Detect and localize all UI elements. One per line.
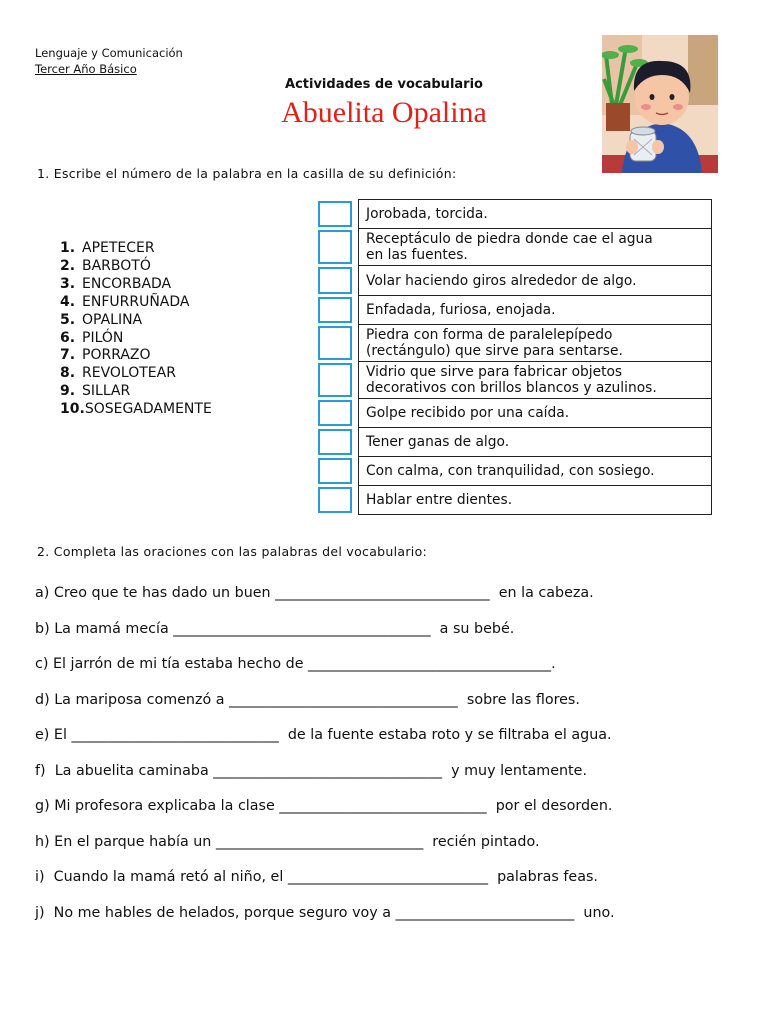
definition-cell bbox=[359, 428, 712, 457]
definition-text: (rectángulo) que sirve para sentarse. bbox=[366, 343, 623, 359]
definition-text: Golpe recibido por una caída. bbox=[366, 405, 570, 421]
vocabulary-word: PILÓN bbox=[82, 329, 124, 346]
definition-cell bbox=[359, 200, 712, 229]
definition-cell bbox=[359, 457, 712, 486]
fill-in-sentence: h) En el parque había un _____________________________ recién pintado. bbox=[35, 833, 540, 850]
definitions-table bbox=[358, 199, 712, 515]
definition-cell bbox=[359, 296, 712, 325]
definition-cell bbox=[359, 486, 712, 515]
fill-in-sentence: b) La mamá mecía ____________________________________ a su bebé. bbox=[35, 620, 515, 637]
vocabulary-number: 5. bbox=[60, 311, 76, 328]
header-info bbox=[35, 45, 183, 77]
definition-row bbox=[359, 457, 712, 486]
definition-cell bbox=[359, 229, 712, 266]
answer-box[interactable] bbox=[318, 487, 352, 513]
answer-box[interactable] bbox=[318, 326, 352, 360]
vocabulary-item bbox=[60, 347, 212, 365]
worksheet-title: Abuelita Opalina bbox=[281, 96, 487, 129]
answer-box[interactable] bbox=[318, 297, 352, 323]
vocabulary-word: REVOLOTEAR bbox=[82, 365, 176, 382]
vocabulary-number: 4. bbox=[60, 293, 76, 310]
worksheet-subtitle: Actividades de vocabulario bbox=[285, 77, 483, 92]
definition-text: Jorobada, torcida. bbox=[366, 206, 488, 222]
definition-row bbox=[359, 486, 712, 515]
definition-row bbox=[359, 428, 712, 457]
child-holding-jar-illustration bbox=[602, 35, 718, 173]
answer-box[interactable] bbox=[318, 363, 352, 397]
definition-text: Vidrio que sirve para fabricar objetos bbox=[366, 364, 623, 380]
definition-cell bbox=[359, 266, 712, 296]
definition-cell bbox=[359, 362, 712, 399]
course-label: Tercer Año Básico bbox=[35, 62, 137, 76]
vocabulary-number: 2. bbox=[60, 257, 76, 274]
vocabulary-word: ENCORBADA bbox=[82, 275, 172, 292]
answer-box[interactable] bbox=[318, 201, 352, 227]
vocabulary-list bbox=[60, 240, 212, 419]
vocabulary-number: 7. bbox=[60, 347, 76, 364]
vocabulary-item bbox=[60, 240, 212, 258]
vocabulary-number: 1. bbox=[60, 240, 76, 256]
vocabulary-word: PORRAZO bbox=[82, 347, 151, 364]
definition-text: en las fuentes. bbox=[366, 247, 468, 263]
answer-box[interactable] bbox=[318, 458, 352, 484]
vocabulary-word: ENFURRUÑADA bbox=[82, 293, 190, 310]
vocabulary-item bbox=[60, 401, 212, 419]
definition-cell bbox=[359, 399, 712, 428]
vocabulary-word: SOSEGADAMENTE bbox=[84, 401, 212, 418]
definition-text: Enfadada, furiosa, enojada. bbox=[366, 302, 556, 318]
fill-in-sentence: e) El _____________________________ de la fuente estaba roto y se filtraba el agua. bbox=[35, 727, 612, 743]
definition-text: Piedra con forma de paralelepípedo bbox=[366, 327, 613, 343]
definition-text: Tener ganas de algo. bbox=[366, 434, 510, 450]
fill-in-sentence: g) Mi profesora explicaba la clase _____________________________ por el desorden. bbox=[35, 798, 613, 814]
vocabulary-number: 6. bbox=[60, 329, 76, 346]
vocabulary-item bbox=[60, 294, 212, 312]
definition-row bbox=[359, 362, 712, 399]
vocabulary-number: 3. bbox=[60, 275, 76, 292]
vocabulary-item bbox=[60, 312, 212, 330]
vocabulary-word: SILLAR bbox=[82, 383, 131, 400]
exercise1-instruction: 1. Escribe el número de la palabra en la casilla de su definición: bbox=[37, 166, 457, 181]
answer-box[interactable] bbox=[318, 230, 352, 264]
definition-text: Hablar entre dientes. bbox=[366, 492, 513, 508]
definition-row bbox=[359, 325, 712, 362]
definition-cell bbox=[359, 325, 712, 362]
vocabulary-number: 10. bbox=[60, 401, 85, 418]
fill-in-sentence: f) La abuelita caminaba ________________________________ y muy lentamente. bbox=[35, 762, 588, 779]
definition-row bbox=[359, 399, 712, 428]
fill-in-sentence: a) Creo que te has dado un buen ______________________________ en la cabeza. bbox=[35, 585, 594, 601]
vocabulary-item bbox=[60, 383, 212, 401]
vocabulary-item bbox=[60, 276, 212, 294]
vocabulary-word: OPALINA bbox=[82, 311, 143, 328]
definition-row bbox=[359, 296, 712, 325]
answer-box[interactable] bbox=[318, 429, 352, 455]
vocabulary-item bbox=[60, 258, 212, 276]
definition-row bbox=[359, 266, 712, 296]
definition-text: decorativos con brillos blancos y azulinos. bbox=[366, 380, 657, 396]
vocabulary-word: APETECER bbox=[82, 240, 155, 256]
fill-in-sentence: c) El jarrón de mi tía estaba hecho de __________________________________. bbox=[35, 656, 556, 672]
fill-in-sentence: j) No me hables de helados, porque seguro voy a _________________________ uno. bbox=[35, 904, 615, 921]
definition-text: Volar haciendo giros alrededor de algo. bbox=[366, 272, 637, 289]
fill-in-sentence: i) Cuando la mamá retó al niño, el ____________________________ palabras feas. bbox=[35, 869, 598, 885]
definition-row bbox=[359, 200, 712, 229]
answer-box[interactable] bbox=[318, 267, 352, 294]
vocabulary-number: 9. bbox=[60, 383, 76, 400]
exercise2-instruction: 2. Completa las oraciones con las palabras del vocabulario: bbox=[37, 544, 428, 559]
answer-box[interactable] bbox=[318, 400, 352, 426]
vocabulary-number: 8. bbox=[60, 365, 76, 382]
vocabulary-item bbox=[60, 330, 212, 348]
subject-label: Lenguaje y Comunicación bbox=[35, 46, 183, 60]
vocabulary-item bbox=[60, 365, 212, 383]
definition-row bbox=[359, 229, 712, 266]
definition-text: Receptáculo de piedra donde cae el agua bbox=[366, 231, 653, 247]
fill-in-sentence: d) La mariposa comenzó a ________________________________ sobre las flores. bbox=[35, 691, 580, 708]
definition-text: Con calma, con tranquilidad, con sosiego. bbox=[366, 463, 655, 479]
vocabulary-word: BARBOTÓ bbox=[82, 257, 151, 274]
